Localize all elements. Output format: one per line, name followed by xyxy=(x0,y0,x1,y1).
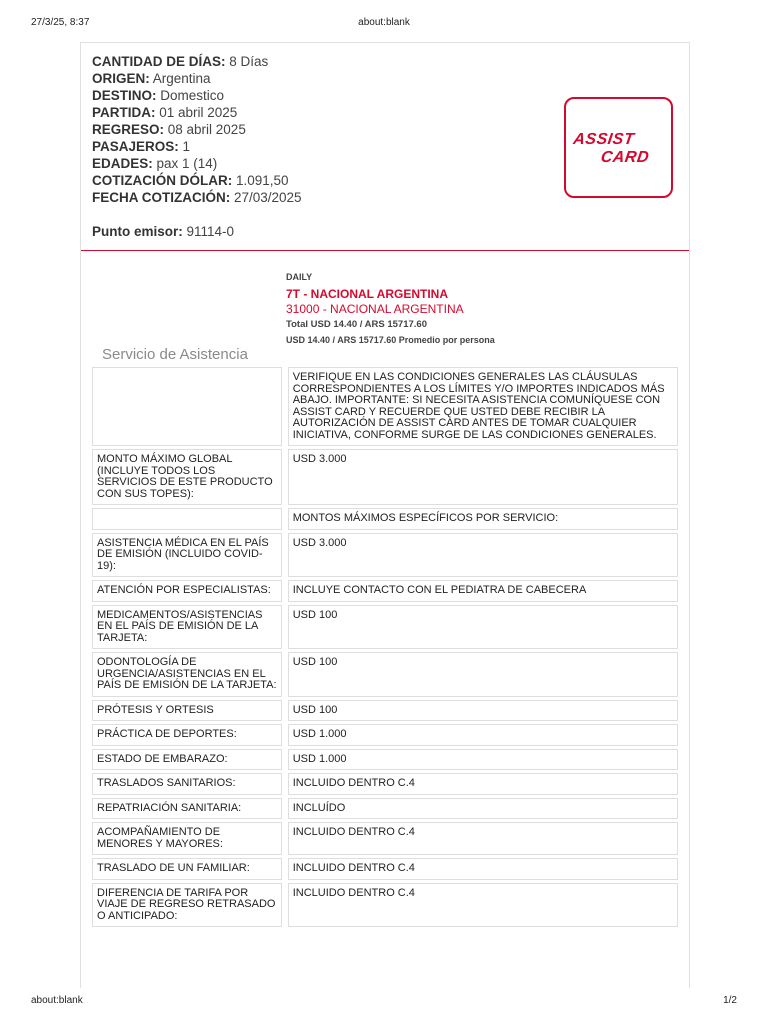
table-row xyxy=(92,533,678,578)
table-row xyxy=(92,822,678,855)
table-row xyxy=(92,724,678,746)
info-quote-date: FECHA COTIZACIÓN: 27/03/2025 xyxy=(92,190,302,205)
table-row xyxy=(92,508,678,530)
service-value: USD 3.000 xyxy=(282,533,678,578)
table-row xyxy=(92,773,678,795)
plan-subtitle: 31000 - NACIONAL ARGENTINA xyxy=(286,302,464,316)
logo-line1: ASSIST xyxy=(571,129,635,148)
table-row xyxy=(92,749,678,771)
table-row xyxy=(92,367,678,446)
service-name xyxy=(92,508,282,530)
table-row xyxy=(92,883,678,928)
info-departure: PARTIDA: 01 abril 2025 xyxy=(92,105,238,120)
plan-total: Total USD 14.40 / ARS 15717.60 xyxy=(286,319,427,330)
service-value: USD 100 xyxy=(282,700,678,722)
service-value: USD 1.000 xyxy=(282,749,678,771)
table-row xyxy=(92,449,678,505)
service-value: INCLUÍDO xyxy=(282,798,678,820)
service-title: Servicio de Asistencia xyxy=(102,346,248,363)
info-passengers: PASAJEROS: 1 xyxy=(92,139,191,154)
trip-info xyxy=(92,53,532,240)
info-return: REGRESO: 08 abril 2025 xyxy=(92,122,246,137)
print-page-number: 1/2 xyxy=(723,995,737,1006)
service-name xyxy=(92,367,282,446)
service-value: INCLUIDO DENTRO C.4 xyxy=(282,773,678,795)
table-row xyxy=(92,798,678,820)
service-name: DIFERENCIA DE TARIFA POR VIAJE DE REGRESO RETRASADO O ANTICIPADO: xyxy=(92,883,282,928)
service-value: VERIFIQUE EN LAS CONDICIONES GENERALES LAS CLÁUSULAS CORRESPONDIENTES A LOS LÍMITES Y/O IMPORTES INDICADOS MÁS ABAJO. IMPORTANTE: SI NECESITA ASISTENCIA COMUNÍQUESE CON ASSIST CARD Y RECUERDE QUE USTED DEBE RECIBIR LA AUTORIZACIÓN DE ASSIST CARD ANTES DE TOMAR CUALQUIER INICIATIVA, CONFORME SURGE DE LAS CONDICIONES GENERALES. xyxy=(282,367,678,446)
service-name: ATENCIÓN POR ESPECIALISTAS: xyxy=(92,580,282,602)
service-name: ODONTOLOGÍA DE URGENCIA/ASISTENCIAS EN EL PAÍS DE EMISIÓN DE LA TARJETA: xyxy=(92,652,282,697)
info-issuer: Punto emisor: 91114-0 xyxy=(92,224,235,239)
plan-summary xyxy=(286,271,666,347)
quote-card xyxy=(80,42,690,988)
plan-average: USD 14.40 / ARS 15717.60 Promedio por persona xyxy=(286,335,495,345)
service-value: INCLUIDO DENTRO C.4 xyxy=(282,883,678,928)
service-value: USD 3.000 xyxy=(282,449,678,505)
service-name: TRASLADO DE UN FAMILIAR: xyxy=(92,858,282,880)
print-header xyxy=(0,17,768,31)
info-origin: ORIGEN: Argentina xyxy=(92,71,211,86)
service-value: INCLUIDO DENTRO C.4 xyxy=(282,858,678,880)
service-value: MONTOS MÁXIMOS ESPECÍFICOS POR SERVICIO: xyxy=(282,508,678,530)
assist-card-logo xyxy=(564,97,673,198)
service-value: INCLUYE CONTACTO CON EL PEDIATRA DE CABECERA xyxy=(282,580,678,602)
table-row xyxy=(92,580,678,602)
service-name: PRÁCTICA DE DEPORTES: xyxy=(92,724,282,746)
table-row xyxy=(92,605,678,650)
logo-line2: CARD xyxy=(599,147,650,166)
table-row xyxy=(92,858,678,880)
service-name: ESTADO DE EMBARAZO: xyxy=(92,749,282,771)
info-destination: DESTINO: Domestico xyxy=(92,88,225,103)
service-value: USD 100 xyxy=(282,605,678,650)
table-row xyxy=(92,700,678,722)
assist-card-logo-mark xyxy=(571,128,667,168)
service-name: ACOMPAÑAMIENTO DE MENORES Y MAYORES: xyxy=(92,822,282,855)
service-value: USD 100 xyxy=(282,652,678,697)
service-name: PRÓTESIS Y ORTESIS xyxy=(92,700,282,722)
service-value: INCLUIDO DENTRO C.4 xyxy=(282,822,678,855)
print-datetime: 27/3/25, 8:37 xyxy=(31,17,90,28)
table-row xyxy=(92,652,678,697)
service-name: MEDICAMENTOS/ASISTENCIAS EN EL PAÍS DE EMISIÓN DE LA TARJETA: xyxy=(92,605,282,650)
section-divider xyxy=(81,250,689,251)
service-name: REPATRIACIÓN SANITARIA: xyxy=(92,798,282,820)
plan-title: 7T - NACIONAL ARGENTINA xyxy=(286,287,448,301)
service-name: MONTO MÁXIMO GLOBAL (INCLUYE TODOS LOS SERVICIOS DE ESTE PRODUCTO CON SUS TOPES): xyxy=(92,449,282,505)
service-name: TRASLADOS SANITARIOS: xyxy=(92,773,282,795)
print-url: about:blank xyxy=(31,995,83,1006)
service-name: ASISTENCIA MÉDICA EN EL PAÍS DE EMISIÓN (INCLUIDO COVID-19): xyxy=(92,533,282,578)
info-ages: EDADES: pax 1 (14) xyxy=(92,156,218,171)
plan-tag: DAILY xyxy=(286,272,313,282)
services-table xyxy=(92,364,678,930)
print-page-title: about:blank xyxy=(358,17,410,28)
info-days: CANTIDAD DE DÍAS: 8 Días xyxy=(92,54,269,69)
service-value: USD 1.000 xyxy=(282,724,678,746)
print-footer xyxy=(0,995,768,1009)
info-exchange-rate: COTIZACIÓN DÓLAR: 1.091,50 xyxy=(92,173,289,188)
